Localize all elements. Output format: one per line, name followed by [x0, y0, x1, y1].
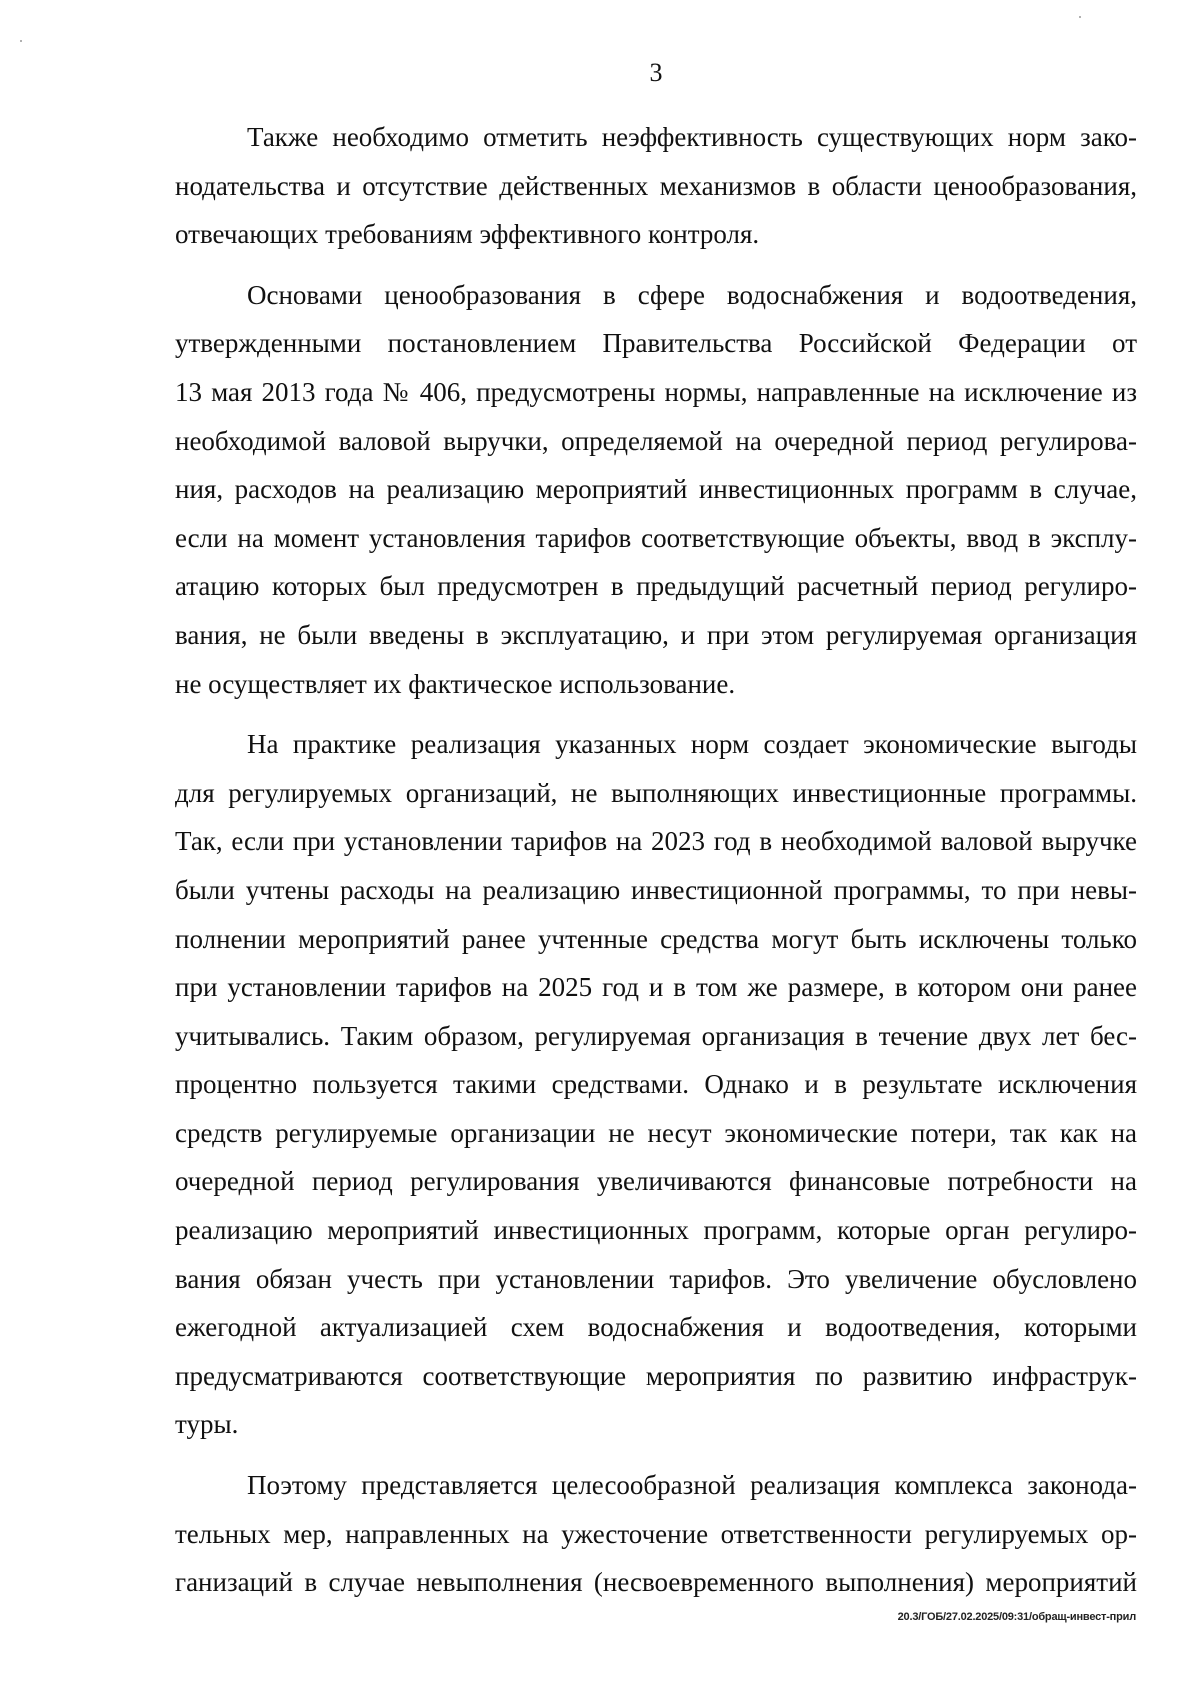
- text-line: при установлении тарифов на 2025 год и в том же размере, в котором они ранее: [175, 972, 1137, 1003]
- text-line: Так, если при установлении тарифов на 2023 год в необходимой валовой выручке: [175, 826, 1137, 857]
- text-line: для регулируемых организаций, не выполняющих инвестиционные программы.: [175, 777, 1137, 808]
- text-line: учитывались. Таким образом, регулируемая организация в течение двух лет бес-: [175, 1020, 1137, 1051]
- text-line: средств регулируемые организации не несут экономические потери, так как на: [175, 1117, 1137, 1148]
- paragraph-2: [175, 271, 1137, 708]
- paragraph-1: [175, 113, 1137, 259]
- text-line: утвержденными постановлением Правительства Российской Федерации от: [175, 328, 1137, 359]
- page-number: 3: [649, 58, 663, 87]
- text-line: Также необходимо отметить неэффективность существующих норм зако-: [247, 122, 1137, 152]
- text-line: предусматриваются соответствующие мероприятия по развитию инфраструк-: [175, 1360, 1137, 1391]
- paragraph-4: [175, 1461, 1137, 1607]
- text-line: Поэтому представляется целесообразной реализация комплекса законода-: [247, 1470, 1137, 1501]
- document-body: [175, 113, 1137, 1619]
- text-line: реализацию мероприятий инвестиционных программ, которые орган регулиро-: [175, 1215, 1137, 1246]
- text-line: ния, расходов на реализацию мероприятий инвестиционных программ в случае,: [175, 474, 1137, 505]
- text-line: вания обязан учесть при установлении тарифов. Это увеличение обусловлено: [175, 1263, 1137, 1294]
- text-line: 13 мая 2013 года № 406, предусмотрены нормы, направленные на исключение из: [175, 376, 1137, 407]
- text-line: полнении мероприятий ранее учтенные средства могут быть исключены только: [175, 923, 1137, 954]
- text-line: атацию которых был предусмотрен в предыдущий расчетный период регулиро-: [175, 571, 1137, 602]
- text-line: отвечающих требованиям эффективного контроля.: [175, 219, 760, 250]
- text-line: вания, не были введены в эксплуатацию, и при этом регулируемая организация: [175, 619, 1137, 650]
- text-line: На практике реализация указанных норм создает экономические выгоды: [247, 729, 1137, 760]
- text-line: если на момент установления тарифов соответствующие объекты, ввод в эксплу-: [175, 522, 1137, 553]
- document-footer-code: 20.3/ГОБ/27.02.2025/09:31/обращ-инвест-прил: [897, 1611, 1136, 1623]
- paragraph-3: [175, 720, 1137, 1449]
- text-line: были учтены расходы на реализацию инвестиционной программы, то при невы-: [175, 874, 1137, 905]
- text-line: процентно пользуется такими средствами. Однако и в результате исключения: [175, 1069, 1137, 1100]
- scan-speck: [20, 40, 22, 42]
- text-line: туры.: [175, 1409, 239, 1440]
- text-line: очередной период регулирования увеличиваются финансовые потребности на: [175, 1166, 1137, 1197]
- text-line: нодательства и отсутствие действенных механизмов в области ценообразования,: [175, 170, 1137, 201]
- text-line: Основами ценообразования в сфере водоснабжения и водоотведения,: [247, 279, 1137, 310]
- text-line: ганизаций в случае невыполнения (несвоевременного выполнения) мероприятий: [175, 1567, 1137, 1598]
- text-line: тельных мер, направленных на ужесточение ответственности регулируемых ор-: [175, 1518, 1137, 1549]
- text-line: необходимой валовой выручки, определяемой на очередной период регулирова-: [175, 425, 1137, 456]
- text-line: ежегодной актуализацией схем водоснабжения и водоотведения, которыми: [175, 1312, 1137, 1343]
- scan-speck: [1079, 16, 1081, 18]
- text-line: не осуществляет их фактическое использование.: [175, 668, 736, 699]
